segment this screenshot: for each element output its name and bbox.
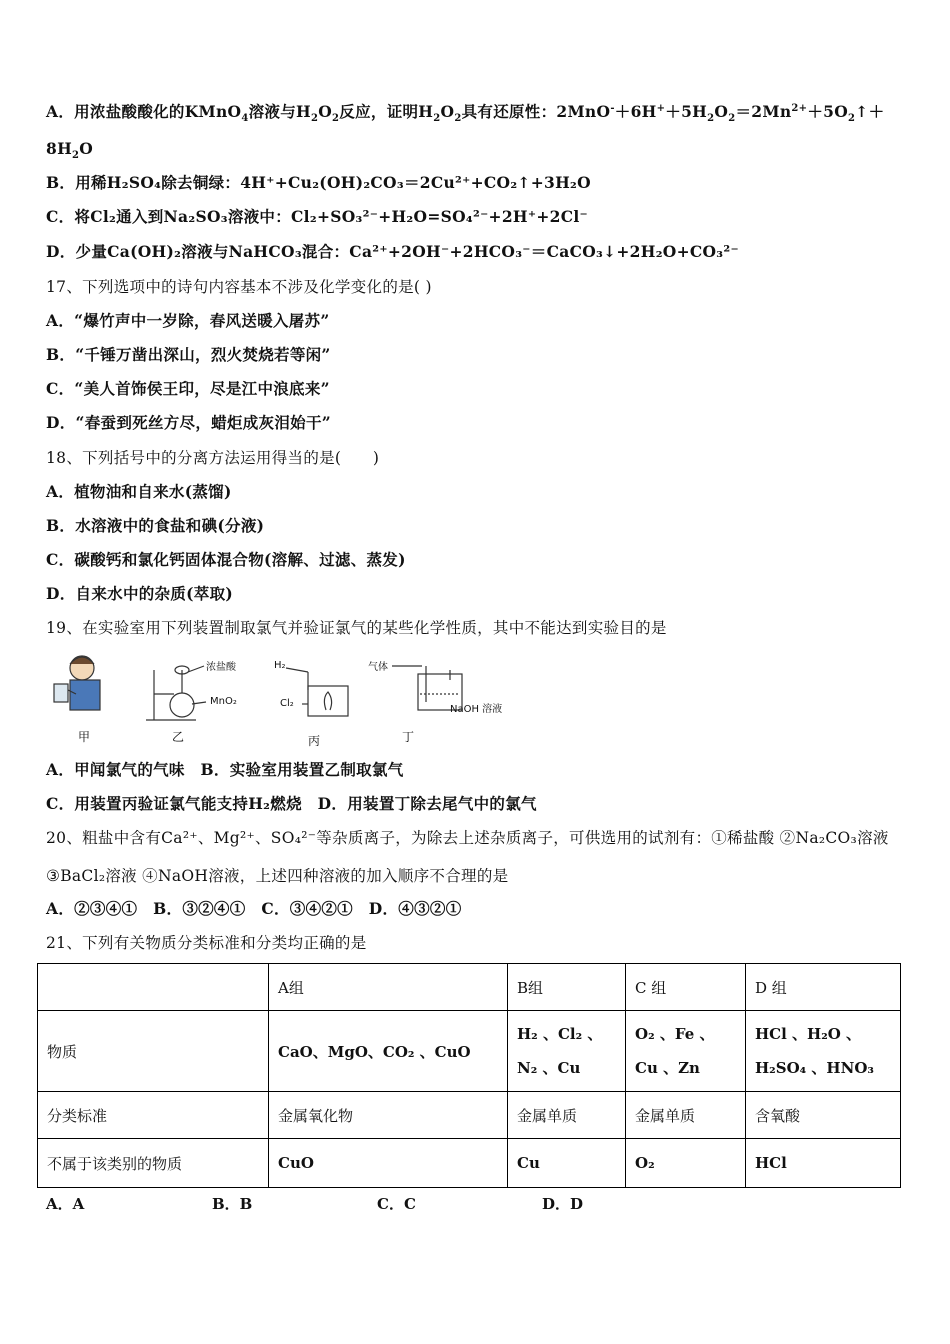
q16-option-c: C．将Cl₂通入到Na₂SO₃溶液中：Cl₂+SO₃²⁻+H₂O=SO₄²⁻+2H⁺+2Cl⁻ <box>46 207 589 226</box>
label-h2: H₂ <box>274 660 286 671</box>
q20-stem-line1: 20、粗盐中含有Ca²⁺、Mg²⁺、SO₄²⁻等杂质离子，为除去上述杂质离子，可供选用的试剂有：①稀盐酸 ②Na₂CO₃溶液 <box>46 829 889 847</box>
label-mno2: MnO₂ <box>210 696 237 707</box>
cell-d-exception: HCl <box>746 1139 901 1188</box>
cell-b-exception: Cu <box>508 1139 626 1188</box>
cell-d-line2: H₂SO₄ 、HNO₃ <box>755 1059 874 1077</box>
label-ding: 丁 <box>402 730 415 744</box>
q17-option-a: A．“爆竹声中一岁除，春风送暖入屠苏” <box>46 311 330 330</box>
flask-stand-illustration <box>146 666 206 720</box>
cell-c-line1: O₂ 、Fe 、 <box>635 1025 715 1043</box>
q16-option-a-cont: $8H_2O$ <box>46 139 94 162</box>
q16-option-b: B．用稀H₂SO₄除去铜绿：4H⁺+Cu₂(OH)₂CO₃＝2Cu²⁺+CO₂↑+3H₂O <box>46 173 591 192</box>
header-group-d: D 组 <box>746 964 901 1011</box>
header-empty <box>38 964 269 1011</box>
table-row-substance <box>38 1011 901 1092</box>
cell-c-standard: 金属单质 <box>626 1092 746 1139</box>
cell-a-standard: 金属氧化物 <box>269 1092 508 1139</box>
header-group-c: C 组 <box>626 964 746 1011</box>
q19-stem: 19、在实验室用下列装置制取氯气并验证氯气的某些化学性质，其中不能达到实验目的是 <box>46 619 667 637</box>
label-gas: 气体 <box>368 662 388 673</box>
q18-option-a: A．植物油和自来水(蒸馏) <box>46 482 232 501</box>
person-smelling-illustration <box>54 656 100 710</box>
q19-options-cd: C．用装置丙验证氯气能支持H₂燃烧 D．用装置丁除去尾气中的氯气 <box>46 794 537 813</box>
label-yi: 乙 <box>172 730 185 744</box>
label-conc-hcl: 浓盐酸 <box>206 662 236 673</box>
header-group-b: B组 <box>508 964 626 1011</box>
q17-option-b: B．“千锤万凿出深山，烈火焚烧若等闲” <box>46 345 331 364</box>
cell-c-substance <box>626 1011 746 1092</box>
label-cl2: Cl₂ <box>280 698 294 709</box>
q19-apparatus-figure <box>46 650 526 748</box>
cell-d-line1: HCl 、H₂O 、 <box>755 1025 862 1043</box>
row-label-exception: 不属于该类别的物质 <box>38 1139 269 1188</box>
q18-option-b: B．水溶液中的食盐和碘(分液) <box>46 516 265 535</box>
q21-option-b: B．B <box>212 1195 253 1213</box>
q18-option-c: C．碳酸钙和氯化钙固体混合物(溶解、过滤、蒸发) <box>46 550 406 569</box>
q21-classification-table <box>37 963 901 1188</box>
cell-d-standard: 含氧酸 <box>746 1092 901 1139</box>
row-label-substance: 物质 <box>38 1011 269 1092</box>
cell-b-standard: 金属单质 <box>508 1092 626 1139</box>
table-header-row <box>38 964 901 1011</box>
cell-c-exception: O₂ <box>626 1139 746 1188</box>
label-jia: 甲 <box>78 730 91 744</box>
q17-stem: 17、下列选项中的诗句内容基本不涉及化学变化的是( ) <box>46 278 432 296</box>
row-label-standard: 分类标准 <box>38 1092 269 1139</box>
table-row-standard <box>38 1092 901 1139</box>
cell-a-substance: CaO、MgO、CO₂ 、CuO <box>269 1011 508 1092</box>
q18-option-d: D．自来水中的杂质(萃取) <box>46 584 234 603</box>
q17-option-c: C．“美人首饰侯王印，尽是江中浪底来” <box>46 379 330 398</box>
header-group-a: A组 <box>269 964 508 1011</box>
q16-option-a: A．用浓盐酸酸化的KMnO$_4$溶液与$H_2O_2$反应，证明$H_2O_2$具有还原性：$2MnO^-+6H^++5H_2O_2=2Mn^{2+}+5O_2↑+$ <box>46 102 885 125</box>
cell-b-line1: H₂ 、Cl₂ 、 <box>517 1025 603 1043</box>
gas-jar-illustration <box>286 668 348 716</box>
q21-option-c: C．C <box>377 1195 416 1213</box>
q20-stem-line2: ③BaCl₂溶液 ④NaOH溶液，上述四种溶液的加入顺序不合理的是 <box>46 867 509 885</box>
q16-option-d: D．少量Ca(OH)₂溶液与NaHCO₃混合：Ca²⁺+2OH⁻+2HCO₃⁻＝CaCO₃↓+2H₂O+CO₃²⁻ <box>46 242 739 261</box>
cell-a-exception: CuO <box>269 1139 508 1188</box>
cell-b-line2: N₂ 、Cu <box>517 1059 581 1077</box>
q18-stem: 18、下列括号中的分离方法运用得当的是( ) <box>46 449 380 467</box>
label-naoh: NaOH 溶液 <box>450 704 503 715</box>
q21-option-d: D．D <box>542 1195 584 1213</box>
q20-options: A．②③④① B．③②④① C．③④②① D．④③②① <box>46 899 462 918</box>
q19-options-ab: A．甲闻氯气的气味 B．实验室用装置乙制取氯气 <box>46 760 404 779</box>
table-row-exception <box>38 1139 901 1188</box>
cell-c-line2: Cu 、Zn <box>635 1059 700 1077</box>
label-bing: 丙 <box>308 734 321 748</box>
q17-option-d: D．“春蚕到死丝方尽，蜡炬成灰泪始干” <box>46 413 331 432</box>
q21-stem: 21、下列有关物质分类标准和分类均正确的是 <box>46 934 367 952</box>
cell-d-substance <box>746 1011 901 1092</box>
q21-option-a: A．A <box>46 1195 85 1213</box>
cell-b-substance <box>508 1011 626 1092</box>
